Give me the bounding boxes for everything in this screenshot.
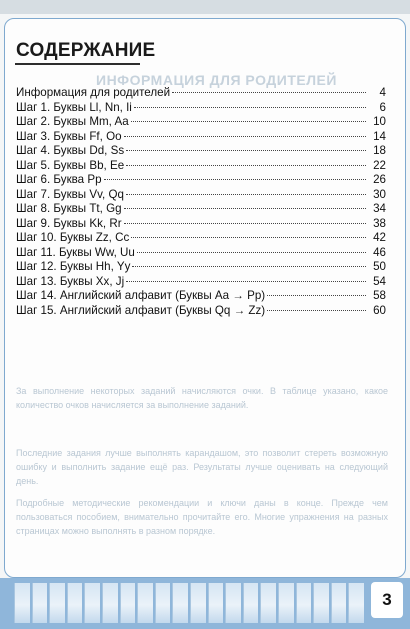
toc-leader-dots [124, 136, 366, 137]
toc-entry-page: 18 [373, 144, 386, 157]
footer-stripe [49, 583, 65, 623]
toc-leader-dots [126, 165, 366, 166]
toc-entry [16, 260, 386, 275]
footer-stripe [313, 583, 329, 623]
toc-entry-page: 26 [373, 173, 386, 186]
toc-entry [16, 217, 386, 232]
toc-leader-dots [267, 295, 366, 296]
toc-entry [16, 275, 386, 290]
toc-entry [16, 173, 386, 188]
toc-entry-page: 60 [373, 303, 386, 317]
toc-entry-page: 6 [379, 100, 386, 114]
table-of-contents [16, 86, 386, 318]
footer-stripes [14, 583, 364, 623]
toc-entry [16, 289, 386, 304]
toc-entry-label: Шаг 6. Буква Pp [16, 173, 102, 186]
toc-entry [16, 188, 386, 203]
toc-entry-label: Шаг 10. Буквы Zz, Cc [16, 231, 130, 244]
toc-entry-page: 38 [373, 216, 386, 230]
toc-entry [16, 130, 386, 145]
toc-leader-dots [104, 179, 366, 180]
bleed-through-paragraph-1: За выполнение некоторых заданий начисляются очки. В таблице указано, какое количество очков начисляется за выполнение заданий. [16, 386, 388, 410]
toc-entry-label: Шаг 3. Буквы Ff, Oo [16, 129, 122, 143]
footer-stripe [208, 583, 224, 623]
toc-entry-page: 42 [373, 231, 386, 244]
toc-leader-dots [137, 252, 366, 253]
toc-entry-page: 46 [373, 245, 386, 259]
toc-entry-page: 10 [373, 115, 386, 128]
page-number: 3 [371, 582, 403, 618]
toc-entry [16, 86, 386, 101]
toc-entry-label: Шаг 7. Буквы Vv, Qq [16, 187, 124, 201]
footer-stripe [296, 583, 312, 623]
bleed-through-paragraph-3: Подробные методические рекомендации и ключи даны в конце. Прежде чем пользоваться пособием, внимательно прочитайте его. Многие упражнения на разных страницах можно выполнять в разном порядке. [16, 498, 388, 536]
footer-stripe [137, 583, 153, 623]
toc-leader-dots [126, 150, 366, 151]
toc-entry-label: Шаг 2. Буквы Mm, Aa [16, 115, 129, 128]
toc-entry [16, 144, 386, 159]
footer-stripe [348, 583, 364, 623]
toc-entry-label: Информация для родителей [16, 86, 171, 99]
toc-entry-page: 30 [373, 187, 386, 201]
page-title: СОДЕРЖАНИЕ [16, 40, 156, 61]
title-underline [15, 63, 140, 65]
toc-entry [16, 115, 386, 130]
toc-entry-label: Шаг 1. Буквы Ll, Nn, Ii [16, 100, 132, 114]
footer-stripe [190, 583, 206, 623]
toc-entry [16, 246, 386, 261]
toc-entry-label: Шаг 5. Буквы Bb, Ee [16, 158, 125, 172]
footer-stripe [331, 583, 347, 623]
toc-leader-dots [124, 223, 366, 224]
footer-stripe [14, 583, 30, 623]
toc-entry-label: Шаг 4. Буквы Dd, Ss [16, 144, 125, 157]
toc-leader-dots [131, 121, 366, 122]
footer-stripe [225, 583, 241, 623]
toc-entry [16, 159, 386, 174]
toc-leader-dots [126, 194, 366, 195]
toc-entry-label: Шаг 13. Буквы Xx, Jj [16, 274, 125, 288]
toc-leader-dots [267, 310, 366, 311]
toc-entry-page: 14 [373, 129, 386, 143]
bleed-through-heading: ИНФОРМАЦИЯ ДЛЯ РОДИТЕЛЕЙ [96, 72, 337, 88]
footer-stripe [84, 583, 100, 623]
toc-entry [16, 101, 386, 116]
bleed-through-paragraph-2: Последние задания лучше выполнять карандашом, это позволит стереть возможную ошибку и выполнить задание ещё раз. Результаты лучше оценивать на следующий день. [16, 448, 388, 486]
footer-stripe [32, 583, 48, 623]
toc-entry-label: Шаг 15. Английский алфавит (Буквы Qq → Zz) [16, 303, 266, 317]
footer-stripe [243, 583, 259, 623]
footer-stripe [102, 583, 118, 623]
toc-entry-page: 34 [373, 202, 386, 215]
toc-leader-dots [132, 266, 366, 267]
toc-leader-dots [131, 237, 366, 238]
toc-entry-label: Шаг 8. Буквы Tt, Gg [16, 202, 122, 215]
toc-leader-dots [124, 208, 366, 209]
toc-entry [16, 202, 386, 217]
toc-leader-dots [134, 107, 366, 108]
toc-leader-dots [172, 92, 366, 93]
toc-entry-page: 4 [379, 86, 386, 99]
footer-stripe [67, 583, 83, 623]
toc-entry [16, 231, 386, 246]
footer-stripe [120, 583, 136, 623]
toc-entry-page: 22 [373, 158, 386, 172]
toc-entry-label: Шаг 11. Буквы Ww, Uu [16, 245, 135, 259]
footer-stripe [155, 583, 171, 623]
footer-stripe [260, 583, 276, 623]
toc-entry-label: Шаг 9. Буквы Kk, Rr [16, 216, 122, 230]
toc-entry [16, 304, 386, 319]
toc-entry-page: 54 [373, 274, 386, 288]
footer-stripe [172, 583, 188, 623]
toc-leader-dots [126, 281, 366, 282]
footer-stripe [278, 583, 294, 623]
toc-entry-page: 58 [373, 289, 386, 302]
toc-entry-label: Шаг 12. Буквы Hh, Yy [16, 260, 131, 273]
top-band [0, 0, 410, 14]
toc-entry-label: Шаг 14. Английский алфавит (Буквы Aa → Pp) [16, 289, 266, 302]
toc-entry-page: 50 [373, 260, 386, 273]
